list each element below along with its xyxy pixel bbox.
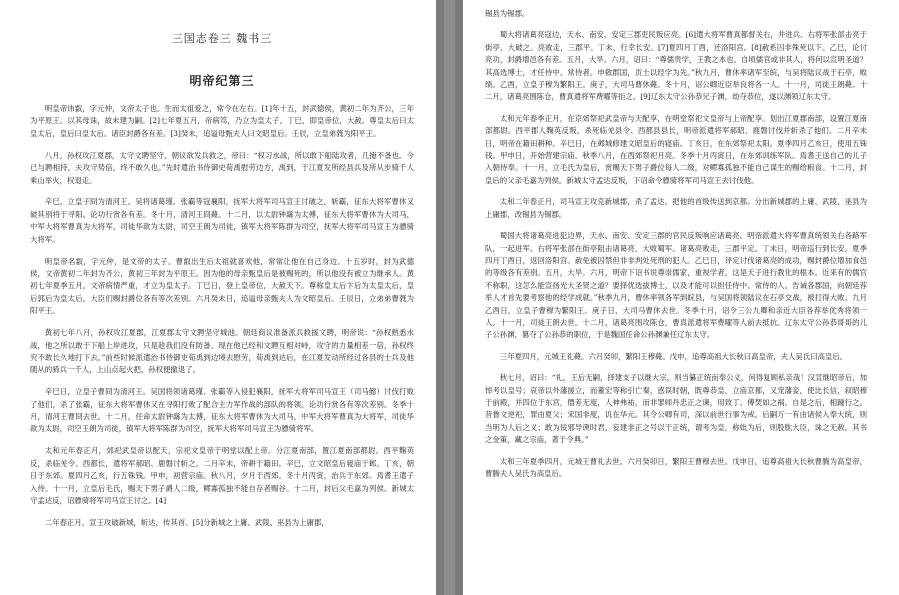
- left-page: [0, 0, 436, 595]
- paragraph: 辛巳日，立皇子曹冏为清河王。吴国将领诸葛瑾、张霸等入侵犯襄阳，抚军大将军司马宣王（司马懿）讨伐打败了他们，杀了张霸，征东大将军曹休又在寻阳打败了配合主力军作战的部队的将领。论功行赏各有等次差别。冬季十月，清河王曹冏去世。十二月，任命太尉钟繇为太傅，征东大将军曹休为大司马，中军大将军曹真为大将军，司徒华歆为太尉，司空王朗为司徒，镇军大将军陈群为司空，抚军大将军司马宣王为骠骑将军。: [30, 387, 414, 434]
- paragraph: 辛巳，立皇子冏为清河王。吴将诸葛瑾、张霸等寇襄阳，抚军大将军司马宣王讨破之，斩霸，征东大将军曹休又破其别将于寻阳。论功行赏各有差。冬十月，清河王冏薨。十二月，以太尉钟繇为太傅，征东大将军曹休为大司马，中军大将军曹真为大将军，司徒华歆为太尉，司空王朗为司徒，镇军大将军陈群为司空，抚军大将军司马宣王为骠骑大将军。: [30, 197, 414, 244]
- paragraph: 黄初七年八月，孙权攻江夏郡，江夏郡太守文聘坚守城池。朝廷商议准备派兵救援文聘，明帝说：“孙权熟悉水战，他之所以敢于下船上岸进攻，只是趁我们没有防备。现在他已经和文聘互相对峙，攻守的力量相差一倍，孙权终究不敢长久地打下去。”前些时候派遣治书侍御史荀禹到边境去慰劳，荀禹到达后，在江夏发动所经过各县的士兵及他随从的骑兵一千人，上山点起火把，孙权便撤退了。: [30, 328, 414, 375]
- paragraph: 二年春正月，宣王攻破新城，斩达，传其首。[5]分新城之上庸、武陵、巫县为上庸郡，: [44, 517, 329, 527]
- paragraph: 三年夏四月，元城王礼薨。六月癸卯，繁阳王穆薨。戊申，追尊高祖大长秋曰高皇帝，夫人吴氏曰高皇后。: [499, 351, 848, 361]
- chapter-title: 明帝纪第三: [189, 74, 255, 88]
- paragraph: 蜀大将诸葛亮寇边，天水、南安、安定三郡吏民叛应亮。[6]遣大将军曹真都督关右，并进兵。右将军张郃击亮于街亭，大破之。亮败走，三郡平。丁未，行幸长安。[7]夏四月丁酉，还洛阳宫。[8]赦系囚非殊死以下。乙巳，论讨亮功，封爵增邑各有差。五月，大旱。六月，诏曰：“尊儒贵学，王教之本也。自顷儒官或非其人，将何以宣明圣道？其高选博士，才任侍中、常侍者。申敕郡国，贡士以经学为先。”秋九月，曹休率诸军至皖，与吴将陆议战于石亭，败绩。乙酉，立皇子穆为繁阳王。庚子，大司马曹休薨。冬十月，诏公卿近臣举良将各一人。十一月，司徒王朗薨。十二月，诸葛亮围陈仓，曹真遣将军费曜等拒之。[9]辽东太守公孙恭兄子渊，劫夺恭位，遂以渊领辽东太守。: [485, 30, 867, 102]
- paragraph: 秋七月，诏曰：“礼，王后无嗣，择建支子以继大宗，则当纂正统而奉公义，何得复顾私亲哉！汉宣继昭帝后，加悼考以皇号；哀帝以外藩援立，而董宏等称引亡秦，惑误时朝，既尊恭皇，立庙京都，又宠藩妾，使比长信，叙昭穆于前殿，并四位于东宫，僭差无度，人神弗祐，而非罪师丹忠正之谏，用致丁、傅焚如之祸。自是之后，相踵行之。昔鲁文逆祀，罪由夏父；宋国非度，讥在华元。其令公卿有司，深以前世行事为戒。后嗣万一有由诸侯入奉大统，则当明为人后之义；敢为佞邪导谀时君，妄建非正之号以干正统，谓考为皇，称妣为后，则股肱大臣，诛之无赦。其书之金策，藏之宗庙，著于令典。”: [485, 373, 867, 445]
- paragraph: 明皇帝名叡，字元仲，是文帝的太子。曹叡出生后太祖就喜欢他，常常让他在自己身边。十五岁时，封为武德侯，文帝黄初二年封为齐公，黄初三年封为平原王。因为他的母亲甄皇后是被赐死的，所以他没有被立为继承人。黄初七年夏季五月，文帝病情严重，才立为皇太子。丁巳日，登上皇帝位，大赦天下。尊称皇太后卞后为太皇太后，皇后郭后为皇太后。大臣们赐封爵位各有等次差别。六月癸未日，追谥母亲甄夫人为文昭皇后。壬辰日，立弟弟曹蕤为阳平王。: [30, 256, 414, 316]
- paragraph: 蜀国大将诸葛亮进犯边界，天水、南安、安定三郡的官民反叛响应诸葛亮。明帝派遣大将军曹真统领关右各路军队，一起进军。右将军张郃在街亭阻击诸葛亮，大败蜀军。诸葛亮败走，三郡平定。丁未日，明帝巡行到长安。夏季四月丁酉日，返回洛阳宫。赦免被囚禁但非非判处死刑的犯人。乙巳日，评定讨伐诸葛亮的成功，赐封爵位增加食邑的等级各有差别。五月，大旱。六月，明帝下诏书说尊崇儒家，重视学者，这是天子进行教化的根本。近来有的儒官不称职，这怎么能宣扬光大圣贤之道？要择优选拔博士，以及才能可以担任侍中、常侍的人。告诫各郡国，向朝廷荐举人才首先要考察他的经学成就。”秋季九月，曹休率领各军到皖县，与吴国将领陆议在石亭交战，被打得大败。九月乙酉日，立皇子曹穆为繁阳王。庚子日，大司马曹休去世。冬季十月，诏令三公九卿和亲近大臣各荐举优秀将领一人。十一月，司徒王朗去世。十二月，诸葛亮围攻陈仓，曹真派遣将军费曜等人前去抵抗。辽东太守公孙恭哥哥的儿子公孙渊，篡夺了公孙恭的职位，于是魏国任命公孙渊兼任辽东太守。: [485, 231, 867, 340]
- paragraph: 太和三年夏季四月，元城王曹礼去世。六月癸卯日，繁阳王曹穆去世。戊申日，追尊高祖大长秋曹腾为高皇帝，曹腾夫人吴氏为高皇后。: [485, 456, 867, 478]
- paragraph: 八月，孙权攻江夏郡，太守文聘坚守。朝议欲发兵救之，帝曰：“权习水战，所以敢下船陆攻者，几掩不备也。今已与聘相持，夫攻守势倍，终不敢久也。”先时遣治书侍御史荀禹慰劳边方，禹到，于江夏发所经县兵及所从步骑千人乘山举火，权退走。: [30, 150, 414, 185]
- paragraph: 太和二年春正月，司马宣王攻克新城郡，杀了孟达，把他的首级传送到京都。分出新城郡的上庸、武陵、巫县为上庸郡，改锡县为锡郡。: [485, 197, 867, 219]
- continuation-text: 锡县为锡郡。: [485, 9, 530, 18]
- page-gutter: [436, 0, 463, 595]
- right-page: [463, 0, 899, 595]
- paragraph: 太和元年春正月，郊祀武皇帝以配天，宗祀文皇帝于明堂以配上帝。分江夏南部，置江夏南部都尉。西平麴英反，杀临羌令、西都长，遣将军郝昭、鹿磐讨斩之。二月辛未，帝耕于籍田。辛巳，立文昭皇后寝庙于邺。丁亥，朝日于东郊。夏四月乙亥，行五铢钱。甲申，初营宗庙。秋八月，夕月于西郊。冬十月丙寅，治兵于东郊。焉耆王遣子入侍。十一月，立皇后毛氏，赐天下男子爵人二级，鳏寡孤独不能自存者赐谷。十二月，封后父毛嘉为列侯。新城太守孟达反，诏骠骑将军司马宣王讨之。[4]: [30, 446, 414, 505]
- book-title: 三国志卷三 魏书三: [171, 32, 273, 45]
- paragraph: 太和元年春季正月，在京郊祭祀武皇帝与天配享，在明堂祭祀文皇帝与上帝配享。划出江夏郡南部，设置江夏南部都尉。西平郡人麴英反叛，杀死临羌县令、西都县县长，明帝派遣将军郝昭、鹿磐讨伐并斩杀了他们。二月辛未日，明帝在籍田耕种。辛巳日，在邺城修建文昭皇后的寝庙。丁亥日，在东郊祭祀太阳。夏季四月乙亥日，使用五铢钱。甲申日，开始营建宗庙。秋季八月，在西郊祭祀月亮。冬季十月丙寅日，在东郊训练军队。焉耆王送自己的儿子入朝侍奉。十一月，立毛氏为皇后，赏赐天下男子爵位每人二级，对鳏寡孤独不能自己谋生的赐给粮食。十二月，封皇后的父亲毛嘉为列侯。新城太守孟达反叛，下诏命令骠骑将军司马宣王去讨伐他。: [485, 113, 867, 185]
- paragraph: 明皇帝讳叡，字元仲，文帝太子也。生而太祖爱之，常令在左右。[1]年十五，封武德侯，黄初二年为齐公，三年为平原王。以其母诛，故未建为嗣。[2]七年夏五月，帝病笃，乃立为皇太子。丁巳，即皇帝位，大赦。尊皇太后曰太皇太后，皇后曰皇太后。诸臣封爵各有差。[3]癸未，追谥母甄夫人曰文昭皇后。壬辰，立皇弟蕤为阳平王。: [30, 104, 414, 138]
